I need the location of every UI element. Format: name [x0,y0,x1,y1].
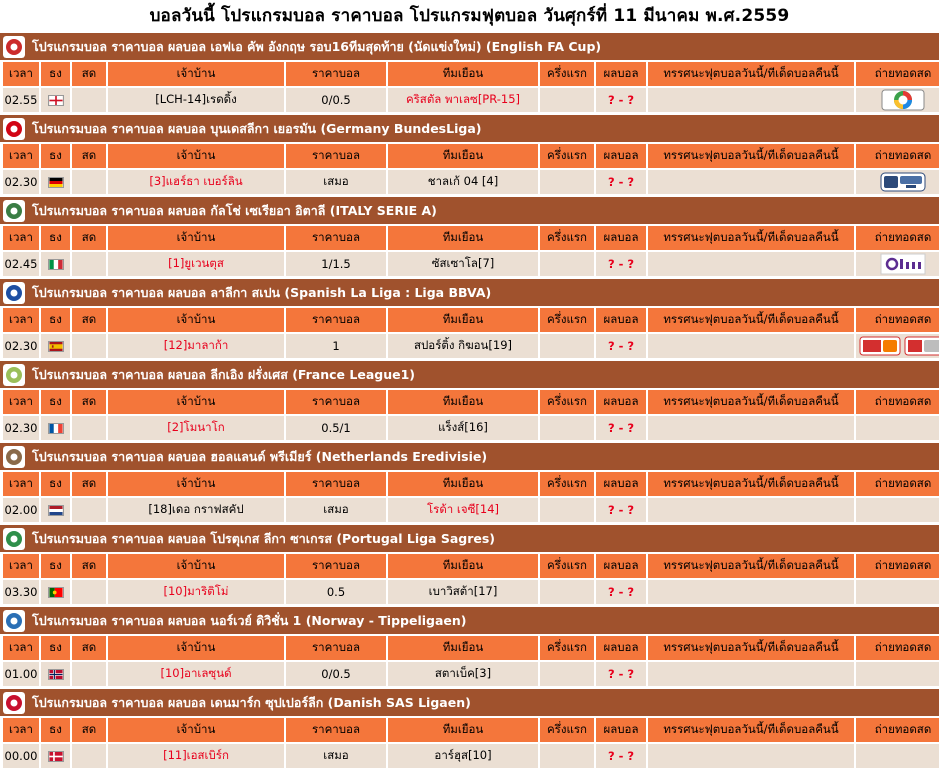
column-header: ราคาบอล [286,718,386,742]
column-header: ทีมเยือน [388,144,538,168]
column-header: ทรรศนะฟุตบอลวันนี้/ทีเด็ดบอลคืนนี้ [648,390,854,414]
odds: 0.5 [286,580,386,604]
table-row[interactable] [3,88,939,112]
france-flag-icon [48,423,64,434]
table-row[interactable] [3,744,939,768]
league-title: โปรแกรมบอล ราคาบอล ผลบอล นอร์เวย์ ดิวิชั่น 1 (Norway - Tippeligaen) [32,613,467,628]
column-header: ทรรศนะฟุตบอลวันนี้/ทีเด็ดบอลคืนนี้ [648,226,854,250]
column-header: ทรรศนะฟุตบอลวันนี้/ทีเด็ดบอลคืนนี้ [648,144,854,168]
column-header: ธง [41,308,70,332]
column-header-row [3,144,939,168]
column-header: ราคาบอล [286,472,386,496]
column-header: ทรรศนะฟุตบอลวันนี้/ทีเด็ดบอลคืนนี้ [648,636,854,660]
column-header: เวลา [3,554,39,578]
analysis-link[interactable] [648,170,854,194]
denmark-flag-icon [48,751,64,762]
first-half-score [540,416,594,440]
england-flag-icon [48,95,64,106]
flag-cell [41,88,70,112]
league-title: โปรแกรมบอล ราคาบอล ผลบอล เอฟเอ คัพ อังกฤษ รอบ16ทีมสุดท้าย (นัดแข่งใหม่) (English FA Cup) [32,39,602,54]
match-time: 00.00 [3,744,39,768]
serie-a-logo [3,200,25,222]
column-header: ทีมเยือน [388,472,538,496]
league-title: โปรแกรมบอล ราคาบอล ผลบอล กัลโช่ เซเรียอา อิตาลี (ITALY SERIE A) [32,203,437,218]
match-result[interactable]: ? - ? [596,88,646,112]
column-header: ผลบอล [596,718,646,742]
live-cell [72,416,106,440]
league-header [0,32,939,60]
league-title: โปรแกรมบอล ราคาบอล ผลบอล เดนมาร์ก ซุปเปอร์ลีก (Danish SAS Ligaen) [32,695,471,710]
flag-cell [41,334,70,358]
first-half-score [540,88,594,112]
liga-sagres-logo [3,528,25,550]
column-header: ถ่ายทอดสด [856,636,939,660]
column-header: สด [72,554,106,578]
analysis-link[interactable] [648,580,854,604]
column-header: ครึ่งแรก [540,226,594,250]
column-header: ถ่ายทอดสด [856,62,939,86]
eredivisie-logo [3,446,25,468]
channel-7-icon[interactable] [881,89,925,111]
league-header [0,114,939,142]
column-header: ผลบอล [596,636,646,660]
ligue1-logo [3,364,25,386]
column-header: ทรรศนะฟุตบอลวันนี้/ทีเด็ดบอลคืนนี้ [648,554,854,578]
match-result[interactable]: ? - ? [596,744,646,768]
home-team[interactable]: [12]มาลาก้า [108,334,284,358]
odds: 1/1.5 [286,252,386,276]
column-header: ธง [41,718,70,742]
column-header: ทีมเยือน [388,718,538,742]
match-result[interactable]: ? - ? [596,170,646,194]
tv-channel[interactable] [856,498,939,522]
league-title: โปรแกรมบอล ราคาบอล ผลบอล ลาลีกา สเปน (Spanish La Liga : Liga BBVA) [32,285,492,300]
analysis-link[interactable] [648,334,854,358]
match-time: 02.55 [3,88,39,112]
table-row[interactable] [3,662,939,686]
column-header: ทีมเยือน [388,62,538,86]
league-title: โปรแกรมบอล ราคาบอล ผลบอล ลีกเอิง ฝรั่งเศส (France League1) [32,367,415,382]
analysis-link[interactable] [648,416,854,440]
tippeligaen-logo [3,610,25,632]
league-title: โปรแกรมบอล ราคาบอล ผลบอล โปรตุเกส ลีกา ซาเกรส (Portugal Liga Sagres) [32,531,496,546]
live-cell [72,744,106,768]
column-header: สด [72,226,106,250]
column-header: ถ่ายทอดสด [856,308,939,332]
tv-channel[interactable] [856,88,939,112]
column-header: ถ่ายทอดสด [856,226,939,250]
column-header-row [3,636,939,660]
column-header: เจ้าบ้าน [108,144,284,168]
table-row[interactable] [3,334,939,358]
lfp-logo [3,282,25,304]
away-team[interactable]: เบาวิสต้า[17] [388,580,538,604]
column-header: ทรรศนะฟุตบอลวันนี้/ทีเด็ดบอลคืนนี้ [648,472,854,496]
away-team[interactable]: คริสตัล พาเลซ[PR-15] [388,88,538,112]
column-header-row [3,390,939,414]
table-row[interactable] [3,170,939,194]
column-header: เวลา [3,226,39,250]
league-header [0,196,939,224]
column-header: ราคาบอล [286,390,386,414]
flag-cell [41,744,70,768]
match-table [1,552,939,606]
column-header: ธง [41,636,70,660]
analysis-link[interactable] [648,744,854,768]
bein-sport-icon[interactable] [880,253,926,275]
odds: 0.5/1 [286,416,386,440]
column-header: ทรรศนะฟุตบอลวันนี้/ทีเด็ดบอลคืนนี้ [648,718,854,742]
tv-channel[interactable] [856,580,939,604]
column-header: สด [72,144,106,168]
table-row[interactable] [3,580,939,604]
odds: เสมอ [286,498,386,522]
column-header: ทรรศนะฟุตบอลวันนี้/ทีเด็ดบอลคืนนี้ [648,62,854,86]
column-header: ทีมเยือน [388,636,538,660]
league-header [0,606,939,634]
live-cell [72,662,106,686]
column-header: ทรรศนะฟุตบอลวันนี้/ทีเด็ดบอลคืนนี้ [648,308,854,332]
column-header: สด [72,62,106,86]
column-header-row [3,226,939,250]
true-sport-hd-icon[interactable] [859,335,939,357]
italy-flag-icon [48,259,64,270]
odds: เสมอ [286,744,386,768]
column-header: เจ้าบ้าน [108,308,284,332]
column-header: ผลบอล [596,472,646,496]
away-team[interactable]: อาร์ฮุส[10] [388,744,538,768]
league-header [0,360,939,388]
live-cell [72,334,106,358]
column-header: ถ่ายทอดสด [856,144,939,168]
germany-flag-icon [48,177,64,188]
column-header: สด [72,472,106,496]
column-header: ครึ่งแรก [540,718,594,742]
norway-flag-icon [48,669,64,680]
column-header: เวลา [3,636,39,660]
analysis-link[interactable] [648,88,854,112]
match-table [1,634,939,688]
match-time: 02.30 [3,170,39,194]
analysis-link[interactable] [648,252,854,276]
column-header: ราคาบอล [286,636,386,660]
column-header: ราคาบอล [286,62,386,86]
first-half-score [540,580,594,604]
column-header: เจ้าบ้าน [108,718,284,742]
table-row[interactable] [3,416,939,440]
column-header: ราคาบอล [286,226,386,250]
fa-cup-logo [3,36,25,58]
league-header [0,688,939,716]
match-time: 02.45 [3,252,39,276]
tv-channel[interactable] [856,416,939,440]
column-header: ครึ่งแรก [540,472,594,496]
flag-cell [41,170,70,194]
analysis-link[interactable] [648,662,854,686]
match-table [1,224,939,278]
column-header: เจ้าบ้าน [108,554,284,578]
away-team[interactable]: สปอร์ติ้ง กิฆอน[19] [388,334,538,358]
match-time: 02.00 [3,498,39,522]
column-header: ครึ่งแรก [540,144,594,168]
column-header: ราคาบอล [286,554,386,578]
flag-cell [41,580,70,604]
column-header: ถ่ายทอดสด [856,718,939,742]
analysis-link[interactable] [648,498,854,522]
away-team[interactable]: สตาเบ็ค[3] [388,662,538,686]
column-header: ผลบอล [596,226,646,250]
column-header: ถ่ายทอดสด [856,554,939,578]
first-half-score [540,170,594,194]
match-table [1,388,939,442]
odds: 0/0.5 [286,88,386,112]
column-header: ผลบอล [596,308,646,332]
spain-flag-icon [48,341,64,352]
column-header: ธง [41,390,70,414]
page-title: บอลวันนี้ โปรแกรมบอล ราคาบอล โปรแกรมฟุตบอล วันศุกร์ที่ 11 มีนาคม พ.ศ.2559 [149,6,790,26]
column-header: ราคาบอล [286,308,386,332]
live-cell [72,498,106,522]
live-cell [72,88,106,112]
column-header: ทีมเยือน [388,226,538,250]
column-header: ราคาบอล [286,144,386,168]
away-team[interactable]: ซัสเซาโล[7] [388,252,538,276]
match-table [1,716,939,770]
column-header-row [3,62,939,86]
league-title: โปรแกรมบอล ราคาบอล ผลบอล บุนเดสลีกา เยอรมัน (Germany BundesLiga) [32,121,482,136]
table-row[interactable] [3,252,939,276]
column-header: ครึ่งแรก [540,62,594,86]
column-header: ทีมเยือน [388,554,538,578]
home-team[interactable]: [11]เอสเบิร์ก [108,744,284,768]
home-team[interactable]: [10]มาริติโม่ [108,580,284,604]
column-header: เจ้าบ้าน [108,62,284,86]
first-half-score [540,744,594,768]
match-result[interactable]: ? - ? [596,252,646,276]
column-header: ทีมเยือน [388,390,538,414]
league-title: โปรแกรมบอล ราคาบอล ผลบอล ฮอลแลนด์ พรีเมียร์ (Netherlands Eredivisie) [32,449,488,464]
dbu-logo [3,692,25,714]
tv-channel[interactable] [856,170,939,194]
home-team[interactable]: [1]ยูเวนตุส [108,252,284,276]
column-header: ธง [41,226,70,250]
first-half-score [540,662,594,686]
column-header-row [3,472,939,496]
match-result[interactable]: ? - ? [596,662,646,686]
home-team[interactable]: [2]โมนาโก [108,416,284,440]
column-header-row [3,308,939,332]
column-header: สด [72,390,106,414]
odds: เสมอ [286,170,386,194]
column-header: ผลบอล [596,390,646,414]
away-team[interactable]: ชาลเก้ 04 [4] [388,170,538,194]
column-header: เจ้าบ้าน [108,226,284,250]
match-table [1,142,939,196]
column-header: สด [72,718,106,742]
column-header: ครึ่งแรก [540,390,594,414]
live-cell [72,170,106,194]
column-header: สด [72,636,106,660]
home-team[interactable]: [3]แฮร์ธา เบอร์ลิน [108,170,284,194]
match-time: 01.00 [3,662,39,686]
match-time: 02.30 [3,416,39,440]
match-table [1,306,939,360]
column-header: ธง [41,62,70,86]
tv-channel[interactable] [856,662,939,686]
match-result[interactable]: ? - ? [596,416,646,440]
column-header: ทีมเยือน [388,308,538,332]
match-table [1,60,939,114]
column-header: เวลา [3,144,39,168]
column-header: ผลบอล [596,144,646,168]
first-half-score [540,334,594,358]
column-header: เวลา [3,308,39,332]
column-header: เวลา [3,62,39,86]
bundesliga-logo [3,118,25,140]
league-list [0,32,939,770]
column-header: ธง [41,472,70,496]
match-result[interactable]: ? - ? [596,334,646,358]
tv-channel[interactable] [856,334,939,358]
league-header [0,442,939,470]
home-team[interactable]: [18]เดอ กราฟสคัป [108,498,284,522]
league-header [0,524,939,552]
fox-sports-plus-icon[interactable] [880,171,926,193]
away-team[interactable]: โรด้า เจซี[14] [388,498,538,522]
match-result[interactable]: ? - ? [596,580,646,604]
match-time: 02.30 [3,334,39,358]
home-team[interactable]: [LCH-14]เรดดิ้ง [108,88,284,112]
flag-cell [41,416,70,440]
column-header: เวลา [3,472,39,496]
match-table [1,470,939,524]
match-result[interactable]: ? - ? [596,498,646,522]
live-cell [72,580,106,604]
column-header-row [3,554,939,578]
tv-channel[interactable] [856,252,939,276]
column-header: เจ้าบ้าน [108,472,284,496]
column-header: ผลบอล [596,554,646,578]
column-header: ธง [41,144,70,168]
column-header: เจ้าบ้าน [108,390,284,414]
column-header-row [3,718,939,742]
column-header: ครึ่งแรก [540,554,594,578]
first-half-score [540,498,594,522]
column-header: เวลา [3,390,39,414]
column-header: เวลา [3,718,39,742]
column-header: ผลบอล [596,62,646,86]
column-header: ครึ่งแรก [540,308,594,332]
tv-channel[interactable] [856,744,939,768]
first-half-score [540,252,594,276]
portugal-flag-icon [48,587,64,598]
column-header: ถ่ายทอดสด [856,390,939,414]
column-header: ธง [41,554,70,578]
column-header: ครึ่งแรก [540,636,594,660]
column-header: เจ้าบ้าน [108,636,284,660]
table-row[interactable] [3,498,939,522]
column-header: สด [72,308,106,332]
league-header [0,278,939,306]
away-team[interactable]: แร็งส์[16] [388,416,538,440]
flag-cell [41,252,70,276]
flag-cell [41,498,70,522]
home-team[interactable]: [10]อาเลซุนด์ [108,662,284,686]
odds: 1 [286,334,386,358]
live-cell [72,252,106,276]
netherlands-flag-icon [48,505,64,516]
column-header: ถ่ายทอดสด [856,472,939,496]
odds: 0/0.5 [286,662,386,686]
flag-cell [41,662,70,686]
match-time: 03.30 [3,580,39,604]
